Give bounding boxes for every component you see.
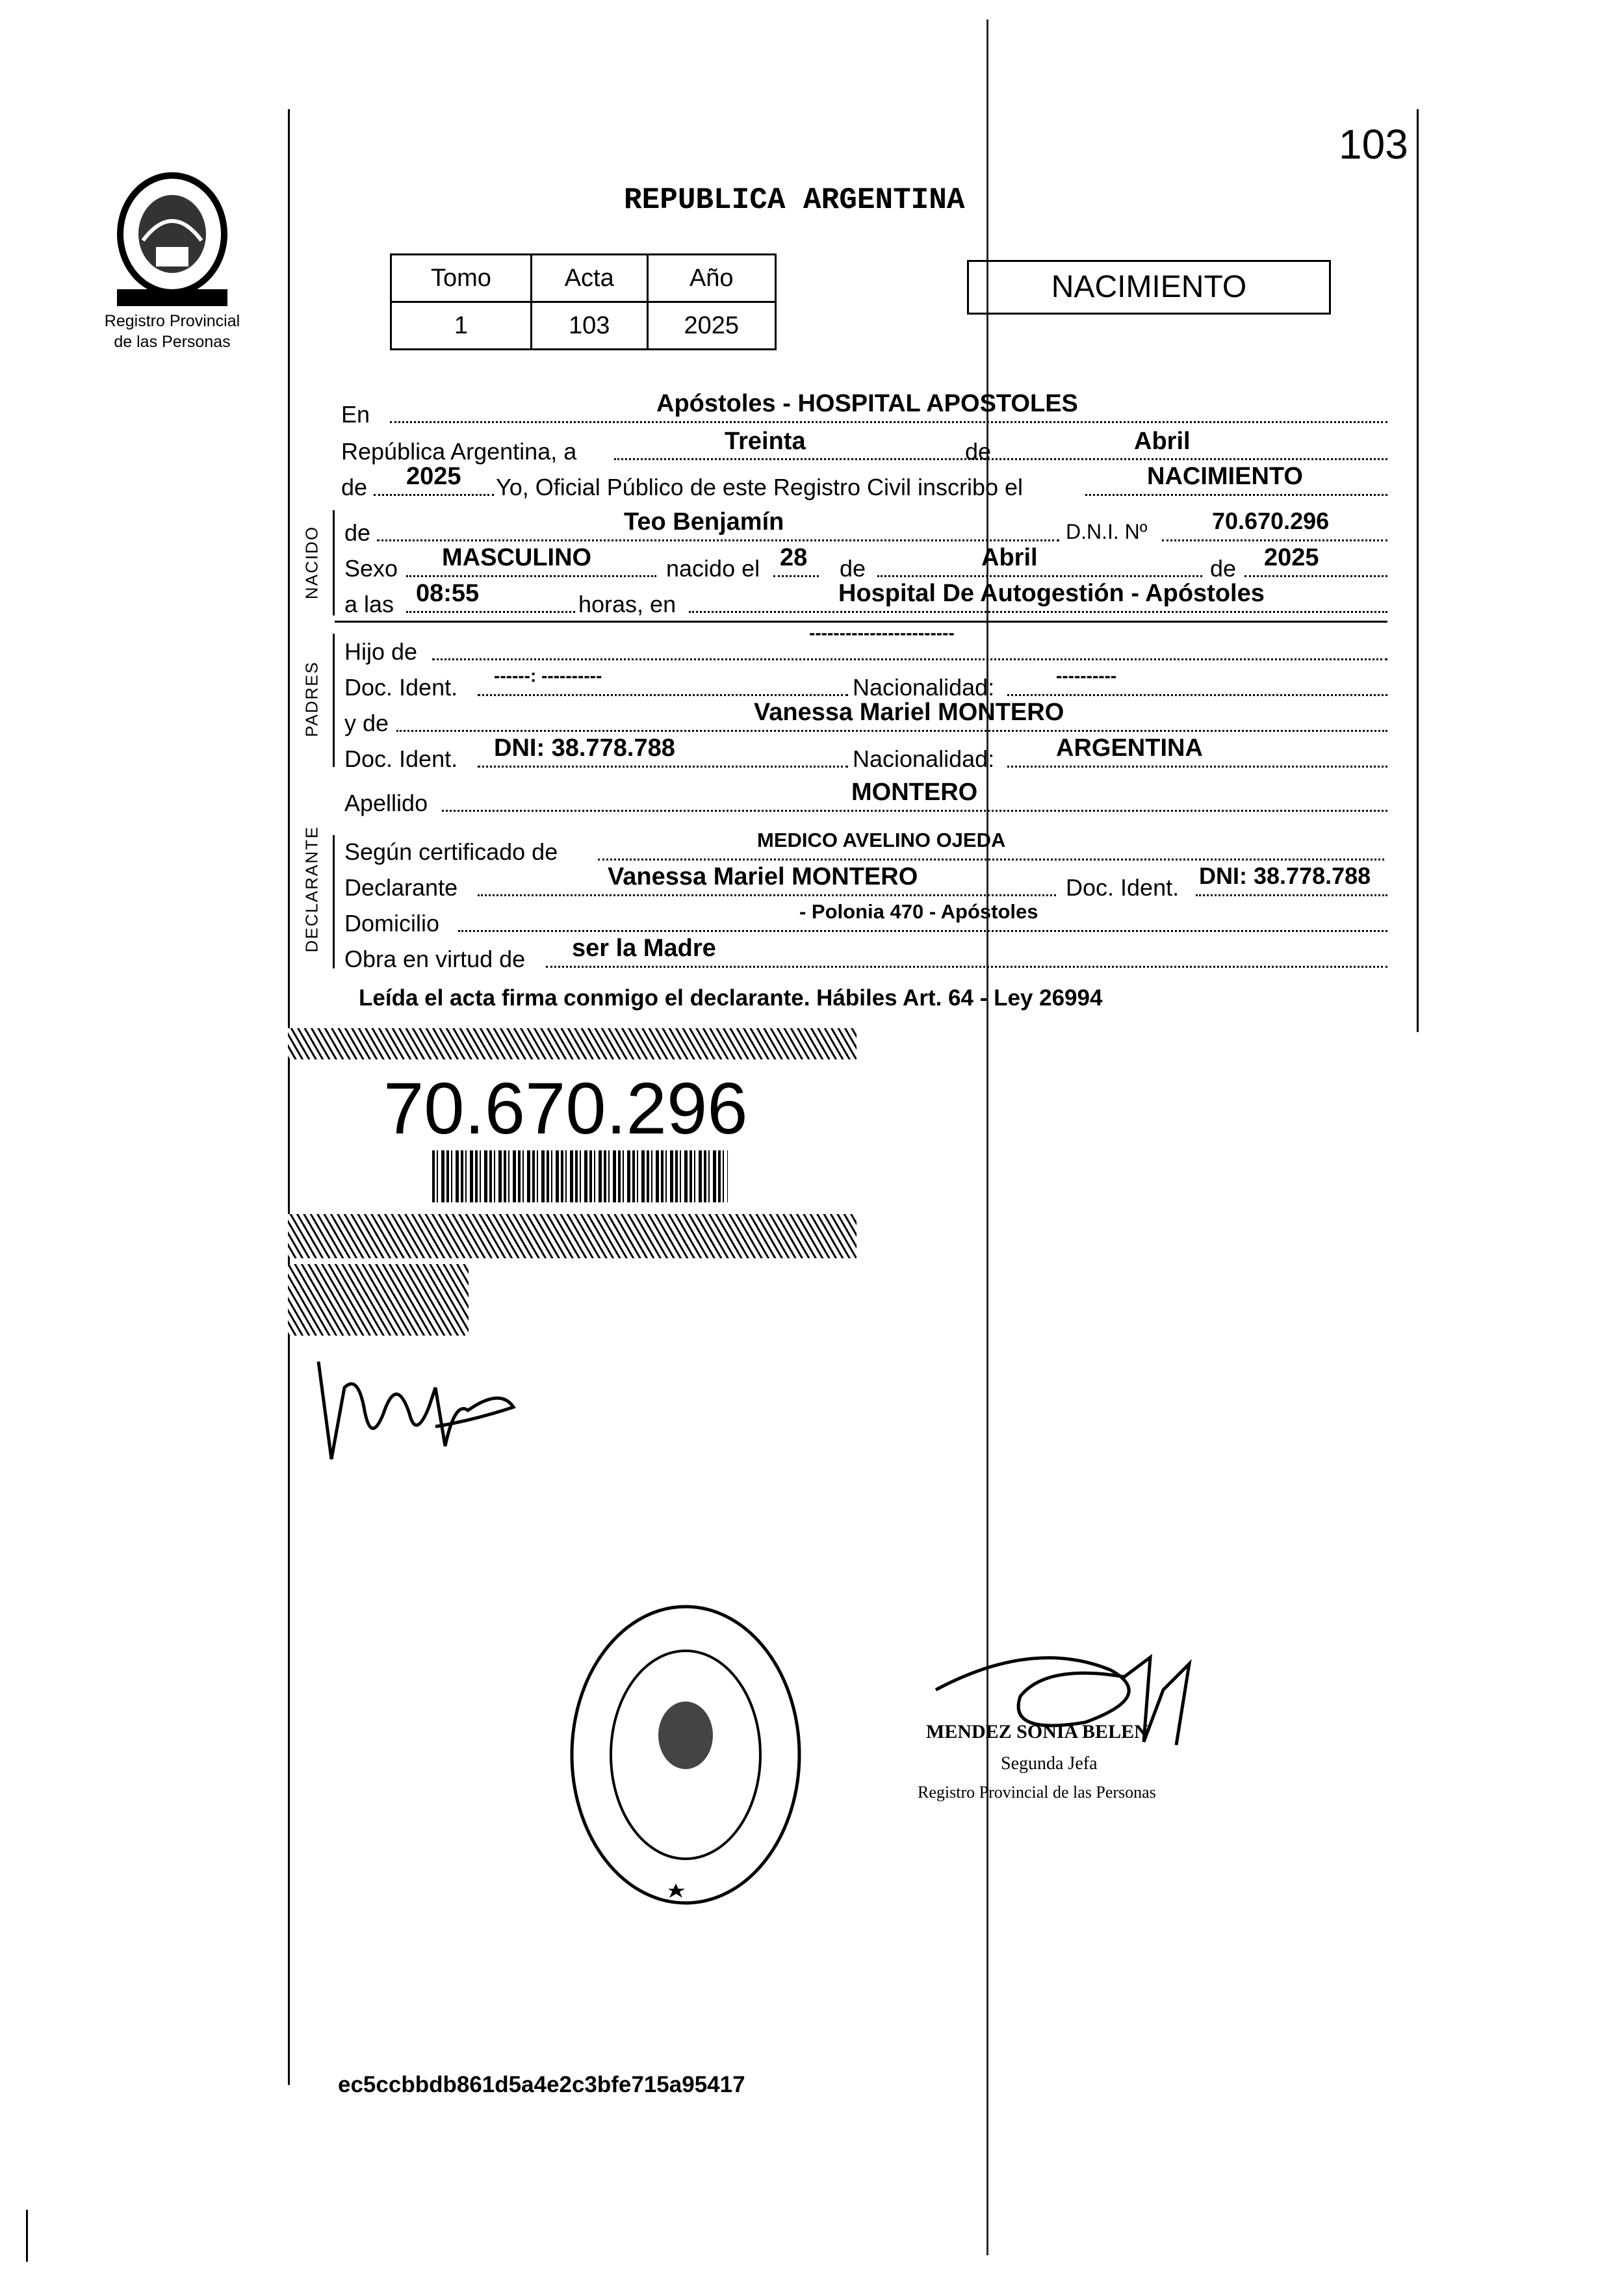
dots — [374, 494, 494, 496]
header-tomo: Tomo — [391, 255, 532, 302]
month-text: Abril — [1134, 428, 1191, 455]
doc-type-box — [967, 260, 1331, 315]
edge-mark — [26, 2210, 28, 2262]
segun-certificado-label: Según certificado de — [344, 838, 558, 865]
horas-label: horas, en — [578, 591, 677, 617]
doc-ident-label: Doc. Ident. — [1066, 874, 1179, 901]
nacido-el-label: nacido el — [666, 555, 760, 582]
mother-doc: DNI: 38.778.788 — [494, 734, 675, 762]
security-pattern-block — [288, 1264, 469, 1336]
apellido-value: MONTERO — [851, 779, 978, 806]
closing-statement: Leída el acta firma conmigo el declarante. Hábiles Art. 64 - Ley 26994 — [359, 985, 1103, 1011]
sexo-label: Sexo — [344, 555, 398, 582]
misiones-emblem — [104, 162, 240, 312]
father-doc: ------: ---------- — [494, 666, 602, 686]
de-label: de — [1210, 555, 1237, 582]
header-ano: Año — [647, 255, 775, 302]
value-ano: 2025 — [647, 302, 775, 350]
dots — [1196, 894, 1387, 896]
dots — [1244, 575, 1387, 577]
official-name: MENDEZ SONIA BELEN — [926, 1721, 1148, 1742]
section-bar — [333, 634, 335, 767]
y-de-label: y de — [344, 710, 389, 736]
act-type: NACIMIENTO — [1147, 463, 1303, 490]
registry-line-1: Registro Provincial — [104, 312, 240, 330]
section-bar — [333, 835, 335, 968]
dots — [390, 421, 1387, 423]
left-margin-line — [288, 109, 290, 2085]
birth-year: 2025 — [1264, 544, 1319, 571]
de-label: de — [341, 474, 368, 500]
de-label: de — [344, 519, 371, 546]
section-label-padres: PADRES — [302, 661, 322, 737]
dots — [614, 458, 1387, 460]
security-pattern-top — [288, 1028, 857, 1059]
barcode — [432, 1150, 728, 1202]
dots — [406, 611, 575, 613]
section-label-nacido: NACIDO — [302, 525, 322, 600]
a-las-label: a las — [344, 591, 394, 617]
birth-place: Hospital De Autogestión - Apóstoles — [838, 580, 1265, 607]
right-margin-line — [1417, 109, 1419, 1032]
dots — [1007, 766, 1387, 768]
dots — [377, 539, 1059, 541]
declarante-name: Vanessa Mariel MONTERO — [608, 863, 918, 890]
birth-day: 28 — [780, 544, 808, 571]
dots — [396, 730, 1387, 732]
domicilio-label: Domicilio — [344, 910, 440, 937]
en-label: En — [341, 401, 370, 428]
sexo-value: MASCULINO — [442, 544, 592, 571]
obra-value: ser la Madre — [572, 935, 716, 962]
value-tomo: 1 — [391, 302, 532, 350]
dots — [1007, 694, 1387, 696]
republica-label: República Argentina, a — [341, 438, 577, 465]
section-label-declarante: DECLARANTE — [302, 825, 322, 953]
dots — [478, 766, 848, 768]
declarante-doc: DNI: 38.778.788 — [1199, 862, 1371, 889]
birth-time: 08:55 — [416, 580, 480, 607]
year-value: 2025 — [406, 463, 461, 490]
registry-line-2: de las Personas — [114, 333, 231, 351]
page-title: REPUBLICA ARGENTINA — [624, 183, 965, 217]
declarant-signature — [305, 1349, 520, 1466]
official-role: Segunda Jefa — [1001, 1754, 1098, 1774]
dots — [773, 575, 819, 577]
record-table — [390, 253, 777, 350]
father-nationality: ---------- — [1056, 666, 1117, 686]
fold-line — [986, 19, 988, 2255]
obra-label: Obra en virtud de — [344, 946, 526, 972]
official-seal — [565, 1599, 806, 1911]
value-acta: 103 — [531, 302, 647, 350]
doc-ident-label: Doc. Ident. — [344, 674, 458, 701]
doc-type: NACIMIENTO — [1051, 270, 1247, 304]
oficial-label: Yo, Oficial Público de este Registro Civil inscribo el — [496, 474, 1024, 500]
place-value: Apóstoles - HOSPITAL APOSTOLES — [656, 390, 1078, 417]
dots — [478, 694, 848, 696]
document-hash: ec5ccbbdb861d5a4e2c3bfe715a95417 — [338, 2072, 745, 2097]
page-number: 103 — [1339, 121, 1408, 168]
mother-nationality: ARGENTINA — [1056, 734, 1203, 762]
mother-name: Vanessa Mariel MONTERO — [754, 699, 1064, 726]
dots — [546, 966, 1387, 968]
father-name: ------------------------ — [809, 623, 955, 643]
security-pattern-bottom — [288, 1214, 857, 1258]
birth-month: Abril — [981, 544, 1038, 571]
de-label: de — [965, 438, 992, 465]
dots — [458, 930, 1387, 932]
dots — [1162, 539, 1387, 541]
dots — [442, 810, 1387, 812]
dots — [406, 575, 656, 577]
de-label: de — [840, 555, 866, 582]
child-dni: 70.670.296 — [1212, 508, 1330, 534]
nacionalidad-label: Nacionalidad: — [853, 745, 995, 772]
dots — [877, 575, 1202, 577]
official-org: Registro Provincial de las Personas — [918, 1783, 1156, 1802]
dots — [689, 611, 1387, 613]
section-bar — [333, 510, 335, 615]
dots — [1085, 494, 1387, 496]
nacionalidad-label: Nacionalidad: — [853, 674, 995, 701]
dots — [432, 658, 1387, 660]
header-acta: Acta — [531, 255, 647, 302]
dots — [478, 894, 1056, 896]
domicilio-value: - Polonia 470 - Apóstoles — [799, 900, 1038, 923]
dni-label: D.N.I. Nº — [1066, 520, 1148, 543]
child-name: Teo Benjamín — [624, 508, 784, 536]
doc-ident-label: Doc. Ident. — [344, 745, 458, 772]
dni-large: 70.670.296 — [383, 1068, 748, 1149]
hijo-de-label: Hijo de — [344, 638, 418, 665]
certificado-value: MEDICO AVELINO OJEDA — [757, 829, 1006, 851]
declarante-label: Declarante — [344, 874, 458, 901]
apellido-label: Apellido — [344, 790, 428, 816]
day-text: Treinta — [725, 428, 806, 455]
dots — [598, 859, 1384, 861]
